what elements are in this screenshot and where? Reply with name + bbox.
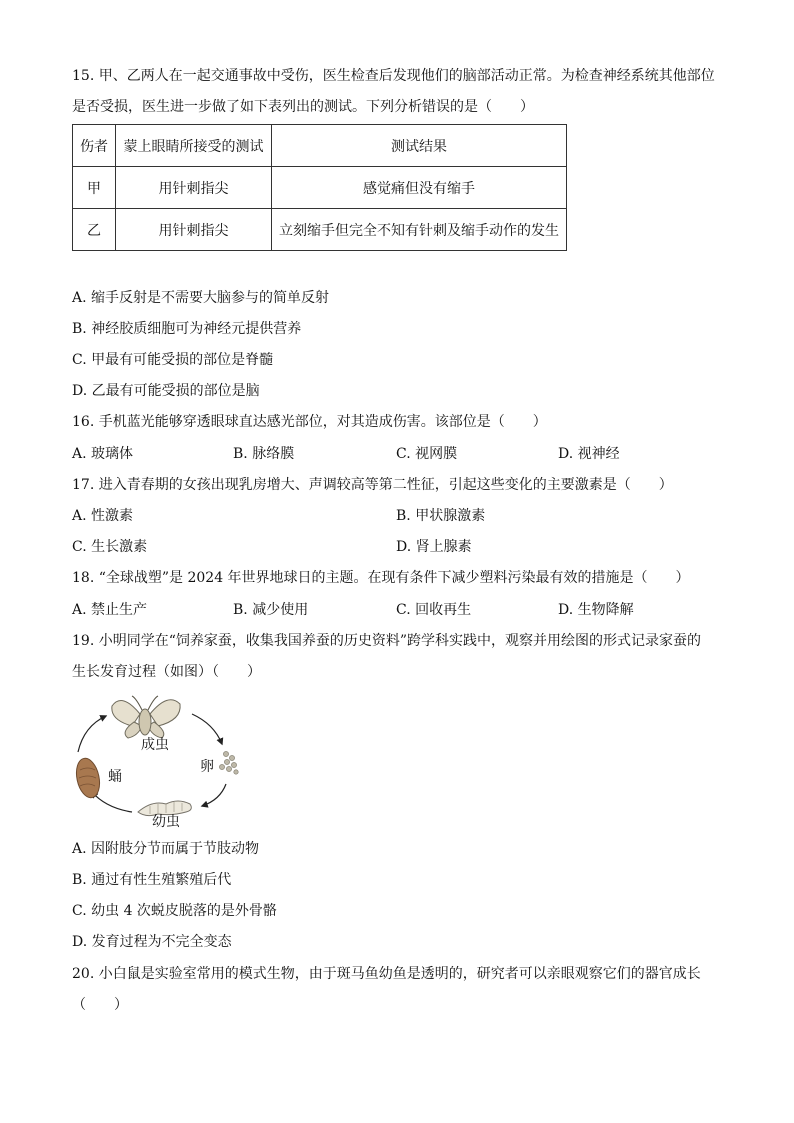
label-adult: 成虫 (141, 737, 169, 753)
q19-stem-line2: 生长发育过程（如图）（ ） (72, 664, 261, 680)
table-cell: 甲 (73, 167, 116, 209)
q16-option-c: C. 视网膜 (396, 446, 458, 462)
label-larva: 幼虫 (152, 814, 180, 830)
q17-stem: 17. 进入青春期的女孩出现乳房增大、声调较高等第二性征，引起这些变化的主要激素是（ ） (72, 477, 673, 493)
q15-stem-line2: 是否受损，医生进一步做了如下表列出的测试。下列分析错误的是（ ） (72, 99, 534, 115)
q15-option-c: C. 甲最有可能受损的部位是脊髓 (72, 352, 274, 368)
q15-option-b: B. 神经胶质细胞可为神经元提供营养 (72, 321, 302, 337)
q20-stem-line2: （ ） (72, 997, 128, 1013)
table-row (73, 167, 567, 209)
q16-stem: 16. 手机蓝光能够穿透眼球直达感光部位，对其造成伤害。该部位是（ ） (72, 414, 547, 430)
table-header-cell: 蒙上眼睛所接受的测试 (116, 125, 272, 167)
q16-option-b: B. 脉络膜 (233, 446, 295, 462)
q18-option-b: B. 减少使用 (233, 602, 309, 618)
q20-stem-line1: 20. 小白鼠是实验室常用的模式生物，由于斑马鱼幼鱼是透明的，研究者可以亲眼观察它们的器官成长 (72, 966, 701, 982)
table-cell: 乙 (73, 209, 116, 251)
q19-option-d: D. 发育过程为不完全变态 (72, 934, 232, 950)
table-row (73, 209, 567, 251)
label-egg: 卵 (200, 759, 214, 775)
q17-option-c: C. 生长激素 (72, 539, 148, 555)
q19-option-a: A. 因附肢分节而属于节肢动物 (72, 841, 260, 857)
pupa-icon (73, 756, 103, 800)
eggs-icon (219, 751, 238, 774)
q18-stem: 18. “全球战塑”是 2024 年世界地球日的主题。在现有条件下减少塑料污染最有效的措施是（ ） (72, 570, 690, 586)
q17-option-b: B. 甲状腺激素 (396, 508, 486, 524)
table-cell: 立刻缩手但完全不知有针刺及缩手动作的发生 (272, 209, 567, 251)
table-header-row (73, 125, 567, 167)
q15-stem-line1: 15. 甲、乙两人在一起交通事故中受伤，医生检查后发现他们的脑部活动正常。为检查神经系统其他部位 (72, 68, 715, 84)
silkworm-lifecycle-figure (62, 688, 252, 836)
q19-stem-line1: 19. 小明同学在“饲养家蚕，收集我国养蚕的历史资料”跨学科实践中，观察并用绘图的形式记录家蚕的 (72, 633, 702, 649)
table-cell: 用针刺指尖 (116, 167, 272, 209)
q17-option-a: A. 性激素 (72, 508, 134, 524)
q18-option-c: C. 回收再生 (396, 602, 472, 618)
table-cell: 感觉痛但没有缩手 (272, 167, 567, 209)
q17-option-d: D. 肾上腺素 (396, 539, 472, 555)
q18-option-a: A. 禁止生产 (72, 602, 148, 618)
q15-test-table (72, 124, 567, 251)
table-header-cell: 测试结果 (272, 125, 567, 167)
q19-option-b: B. 通过有性生殖繁殖后代 (72, 872, 232, 888)
q18-option-d: D. 生物降解 (558, 602, 634, 618)
q15-option-d: D. 乙最有可能受损的部位是脑 (72, 383, 260, 399)
label-pupa: 蛹 (108, 769, 122, 785)
q19-option-c: C. 幼虫 4 次蜕皮脱落的是外骨骼 (72, 903, 277, 919)
q16-option-d: D. 视神经 (558, 446, 620, 462)
table-cell: 用针刺指尖 (116, 209, 272, 251)
adult-moth-icon (112, 696, 180, 738)
q15-option-a: A. 缩手反射是不需要大脑参与的简单反射 (72, 290, 330, 306)
table-header-cell: 伤者 (73, 125, 116, 167)
q16-option-a: A. 玻璃体 (72, 446, 134, 462)
